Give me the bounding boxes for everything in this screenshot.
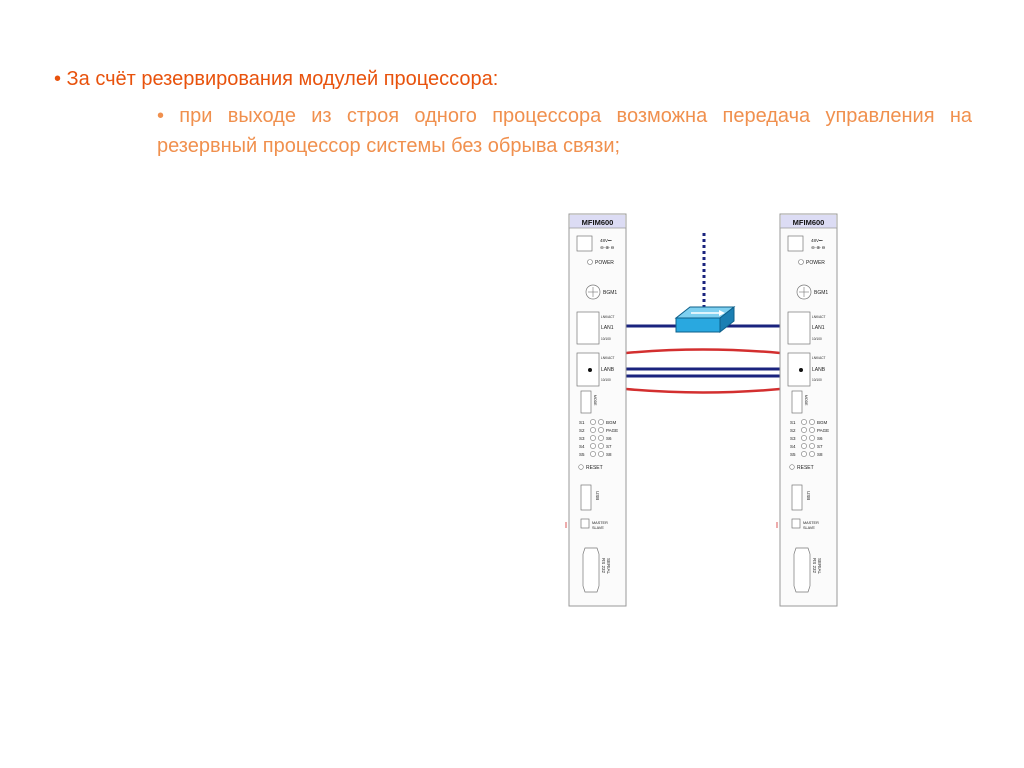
- status-label-right: S8: [606, 452, 612, 457]
- power-connector: [577, 236, 592, 251]
- status-label-right: BGM: [817, 420, 828, 425]
- status-led: [598, 427, 603, 432]
- mode-switch: [792, 391, 802, 413]
- svg-text:RESET: RESET: [797, 465, 814, 471]
- status-led: [809, 451, 814, 456]
- status-label-left: S4: [579, 444, 585, 449]
- svg-text:POWER: POWER: [806, 260, 825, 266]
- svg-text:MASTER: MASTER: [803, 521, 819, 525]
- svg-text:SERIAL: SERIAL: [817, 558, 822, 575]
- power-led: [799, 260, 804, 265]
- status-label-left: S1: [790, 420, 796, 425]
- status-led: [590, 451, 595, 456]
- status-label-right: S8: [817, 452, 823, 457]
- status-label-right: S6: [817, 436, 823, 441]
- usb-port: [581, 485, 591, 510]
- svg-text:RESET: RESET: [586, 465, 603, 471]
- status-label-left: S5: [790, 452, 796, 457]
- reset-button: [790, 465, 795, 470]
- status-label-right: PAGE: [606, 428, 619, 433]
- svg-text:⊖·⊕·⊖: ⊖·⊕·⊖: [811, 245, 826, 250]
- svg-text:10/100: 10/100: [812, 337, 822, 341]
- status-label-left: S2: [790, 428, 796, 433]
- svg-text:LANB: LANB: [812, 367, 826, 373]
- status-label-right: PAGE: [817, 428, 830, 433]
- lan1-port: [788, 312, 810, 344]
- status-label-left: S1: [579, 420, 585, 425]
- lanb-port: [788, 353, 810, 386]
- lanb-port: [577, 353, 599, 386]
- status-led: [598, 435, 603, 440]
- module-name: MFIM600: [792, 218, 825, 227]
- svg-text:MODE: MODE: [804, 395, 808, 406]
- sub-bullet: • при выходе из строя одного процессора возможна передача управления на резервный процессор системы без обрыва связи;: [157, 105, 972, 157]
- lan1-port: [577, 312, 599, 344]
- svg-text:LANB: LANB: [601, 367, 615, 373]
- svg-text:LNK/ACT: LNK/ACT: [601, 356, 615, 360]
- status-label-left: S4: [790, 444, 796, 449]
- red-cable-bottom: [626, 389, 780, 393]
- status-led: [598, 419, 603, 424]
- mode-switch: [581, 391, 591, 413]
- power-connector: [788, 236, 803, 251]
- svg-text:10/100: 10/100: [601, 378, 611, 382]
- status-label-left: S3: [790, 436, 796, 441]
- status-label-right: S6: [606, 436, 612, 441]
- svg-text:LAN1: LAN1: [601, 325, 614, 331]
- status-led: [801, 451, 806, 456]
- status-label-left: S3: [579, 436, 585, 441]
- status-led: [801, 427, 806, 432]
- svg-text:LNK/ACT: LNK/ACT: [812, 315, 826, 319]
- status-led: [809, 427, 814, 432]
- main-bullet: • За счёт резервирования модулей процессора:: [54, 68, 499, 90]
- svg-text:LAN1: LAN1: [812, 325, 825, 331]
- svg-text:BGM1: BGM1: [603, 290, 618, 296]
- status-label-right: BGM: [606, 420, 617, 425]
- status-led: [801, 443, 806, 448]
- usb-port: [792, 485, 802, 510]
- status-label-left: S2: [579, 428, 585, 433]
- status-led: [590, 419, 595, 424]
- status-led: [809, 443, 814, 448]
- svg-text:BGM1: BGM1: [814, 290, 829, 296]
- status-led: [801, 435, 806, 440]
- serial-port: [583, 548, 599, 592]
- red-cable-top: [626, 350, 780, 354]
- master-slave-switch: [792, 519, 800, 528]
- network-switch-icon: [676, 307, 734, 332]
- svg-text:USB: USB: [806, 491, 811, 501]
- svg-text:10/100: 10/100: [601, 337, 611, 341]
- svg-text:SERIAL: SERIAL: [606, 558, 611, 575]
- svg-text:MODE: MODE: [593, 395, 597, 406]
- svg-text:48V⎓: 48V⎓: [811, 238, 823, 243]
- master-slave-switch: [581, 519, 589, 528]
- svg-text:POWER: POWER: [595, 260, 614, 266]
- svg-text:SLAVE: SLAVE: [592, 526, 604, 530]
- power-led: [588, 260, 593, 265]
- status-led: [590, 435, 595, 440]
- status-led: [809, 435, 814, 440]
- svg-text:SLAVE: SLAVE: [803, 526, 815, 530]
- status-label-right: S7: [606, 444, 612, 449]
- svg-text:48V⎓: 48V⎓: [600, 238, 612, 243]
- svg-text:RS 232: RS 232: [812, 558, 817, 574]
- module-left: [569, 214, 626, 606]
- status-led: [598, 451, 603, 456]
- svg-text:LNK/ACT: LNK/ACT: [812, 356, 826, 360]
- status-led: [590, 443, 595, 448]
- svg-text:10/100: 10/100: [812, 378, 822, 382]
- status-led: [598, 443, 603, 448]
- status-led: [590, 427, 595, 432]
- svg-text:⊖·⊕·⊖: ⊖·⊕·⊖: [600, 245, 615, 250]
- status-label-right: S7: [817, 444, 823, 449]
- status-label-left: S5: [579, 452, 585, 457]
- svg-text:MASTER: MASTER: [592, 521, 608, 525]
- reset-button: [579, 465, 584, 470]
- svg-text:RS 232: RS 232: [601, 558, 606, 574]
- svg-text:USB: USB: [595, 491, 600, 501]
- module-name: MFIM600: [581, 218, 614, 227]
- status-led: [801, 419, 806, 424]
- status-led: [809, 419, 814, 424]
- svg-text:LNK/ACT: LNK/ACT: [601, 315, 615, 319]
- module-right: [780, 214, 837, 606]
- serial-port: [794, 548, 810, 592]
